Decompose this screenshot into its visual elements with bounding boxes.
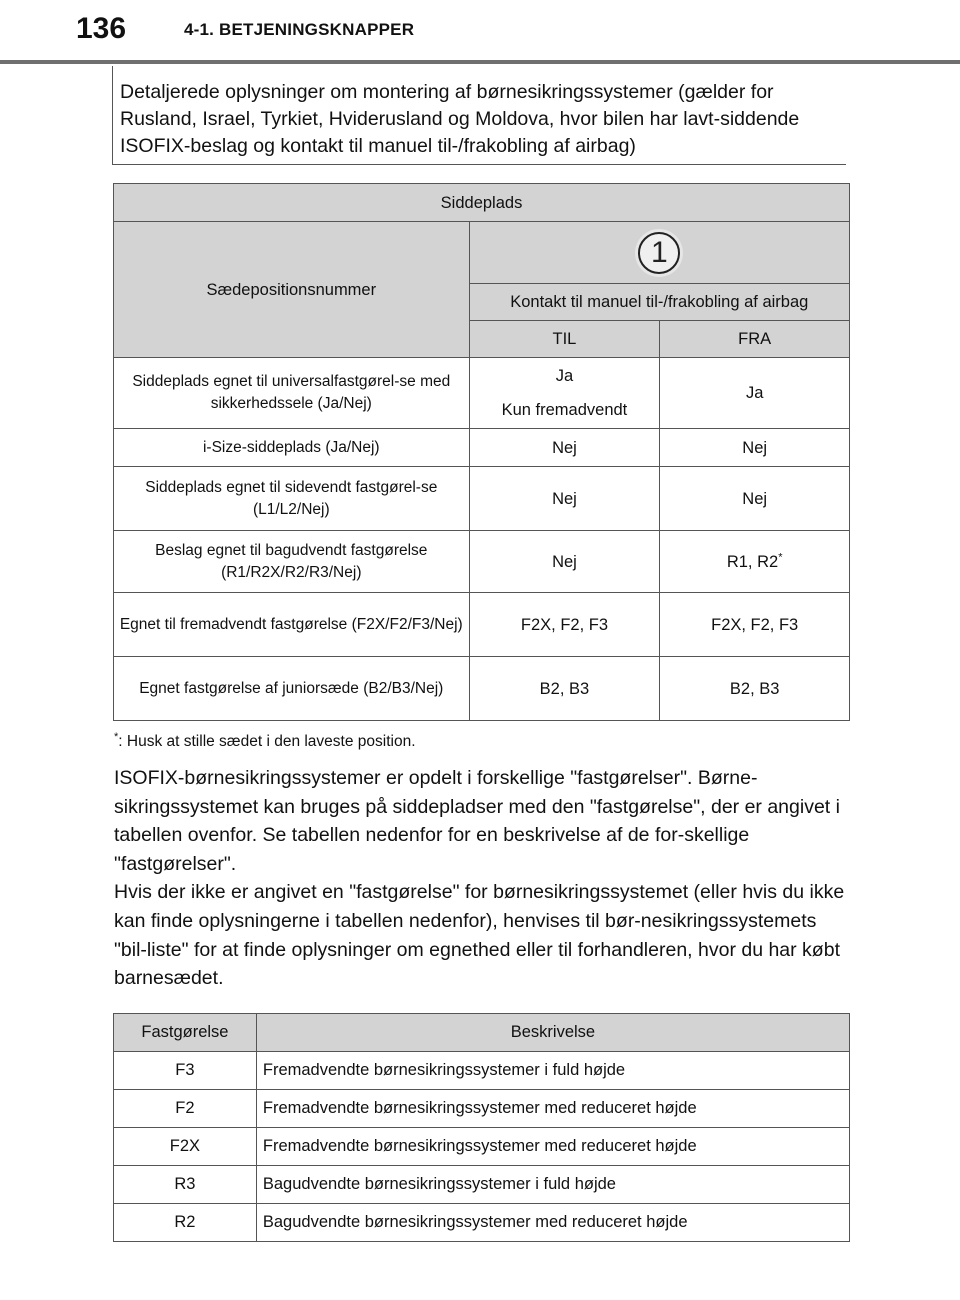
cell-on-value: Ja (555, 367, 574, 385)
class-code: R3 (114, 1166, 257, 1204)
header-rule (0, 60, 960, 64)
cell-on: Nej (469, 467, 660, 531)
table-row (114, 593, 850, 657)
body-paragraph-2: Hvis der ikke er angivet en "fastgørelse" for børnesikringssystemet (eller hvis du ikke kan finde oplysningerne i tabellen nedenfor), henvises til bør-nesikringssystemets "bil-liste" for at finde oplysninger om egnethed eller til forhandleren, hvor du har købt barnesædet. (114, 881, 845, 990)
class-code: R2 (114, 1204, 257, 1242)
row-label: Siddeplads egnet til universalfastgørel-se med sikkerhedssele (Ja/Nej) (114, 358, 470, 429)
seat-number-badge: 1 (638, 232, 680, 274)
table-row (114, 1090, 850, 1128)
section-title: 4-1. BETJENINGSKNAPPER (184, 20, 415, 39)
cell-off (660, 531, 850, 593)
col-header-off: FRA (660, 321, 850, 358)
airbag-switch-label: Kontakt til manuel til-/frakobling af airbag (469, 284, 849, 321)
row-label: i-Size-siddeplads (Ja/Nej) (114, 429, 470, 467)
class-description: Fremadvendte børnesikringssystemer med reduceret højde (256, 1090, 849, 1128)
col-header-class: Fastgørelse (114, 1014, 257, 1052)
col-header-on: TIL (469, 321, 660, 358)
cell-off: Nej (660, 429, 850, 467)
position-label: Sædepositionsnummer (114, 222, 470, 358)
intro-text: Detaljerede oplysninger om montering af børnesikringssystemer (gælder for Rusland, Israel, Tyrkiet, Hviderusland og Moldova, hvor bilen har lavt-siddende ISOFIX-beslag og kontakt til manuel til-/frakobling af airbag) (120, 81, 800, 157)
seat-number-cell (469, 222, 849, 284)
footnote-mark: * (114, 731, 119, 743)
col-header-description: Beskrivelse (256, 1014, 849, 1052)
class-code: F2X (114, 1128, 257, 1166)
page-number: 136 (76, 12, 127, 45)
body-text (114, 764, 854, 993)
table-row (114, 358, 850, 429)
footnote-text: : Husk at stille sædet i den laveste position. (118, 733, 416, 751)
cell-on: Nej (469, 531, 660, 593)
table-row (114, 657, 850, 721)
footnote (114, 731, 416, 751)
cell-off-value: R1, R2 (726, 552, 779, 571)
body-paragraph-1: ISOFIX-børnesikringssystemer er opdelt i forskellige "fastgørelser". Børne-sikringssystemet kan bruges på siddepladser med den "fastgørelse", der er angivet i tabellen ovenfor. Se tabellen nedenfor for en beskrivelse af de for-skellige "fastgørelser". (114, 767, 840, 875)
row-label: Egnet til fremadvendt fastgørelse (F2X/F2/F3/Nej) (114, 593, 470, 657)
cell-on: Nej (469, 429, 660, 467)
class-description: Fremadvendte børnesikringssystemer i fuld højde (256, 1052, 849, 1090)
row-label: Beslag egnet til bagudvendt fastgørelse (R1/R2X/R2/R3/Nej) (114, 531, 470, 593)
table-row (114, 1204, 850, 1242)
table-row (114, 1166, 850, 1204)
row-label: Egnet fastgørelse af juniorsæde (B2/B3/Nej) (114, 657, 470, 721)
cell-off: Ja (660, 358, 850, 429)
class-description: Fremadvendte børnesikringssystemer med reduceret højde (256, 1128, 849, 1166)
cell-on (469, 358, 660, 429)
cell-off: Nej (660, 467, 850, 531)
cell-on: F2X, F2, F3 (469, 593, 660, 657)
class-code: F2 (114, 1090, 257, 1128)
seat-table-title: Siddeplads (114, 184, 850, 222)
class-description: Bagudvendte børnesikringssystemer i fuld højde (256, 1166, 849, 1204)
table-row (114, 467, 850, 531)
cell-off: B2, B3 (660, 657, 850, 721)
table-row (114, 1128, 850, 1166)
table-row (114, 429, 850, 467)
cell-on-note: Kun fremadvendt (501, 401, 628, 419)
cell-off: F2X, F2, F3 (660, 593, 850, 657)
cell-on: B2, B3 (469, 657, 660, 721)
table-row (114, 531, 850, 593)
row-label: Siddeplads egnet til sidevendt fastgørel-se (L1/L2/Nej) (114, 467, 470, 531)
footnote-marker: * (778, 551, 783, 563)
class-code: F3 (114, 1052, 257, 1090)
fixture-class-table (113, 1013, 850, 1242)
seat-compatibility-table (113, 183, 850, 721)
class-description: Bagudvendte børnesikringssystemer med reduceret højde (256, 1204, 849, 1242)
table-row (114, 1052, 850, 1090)
